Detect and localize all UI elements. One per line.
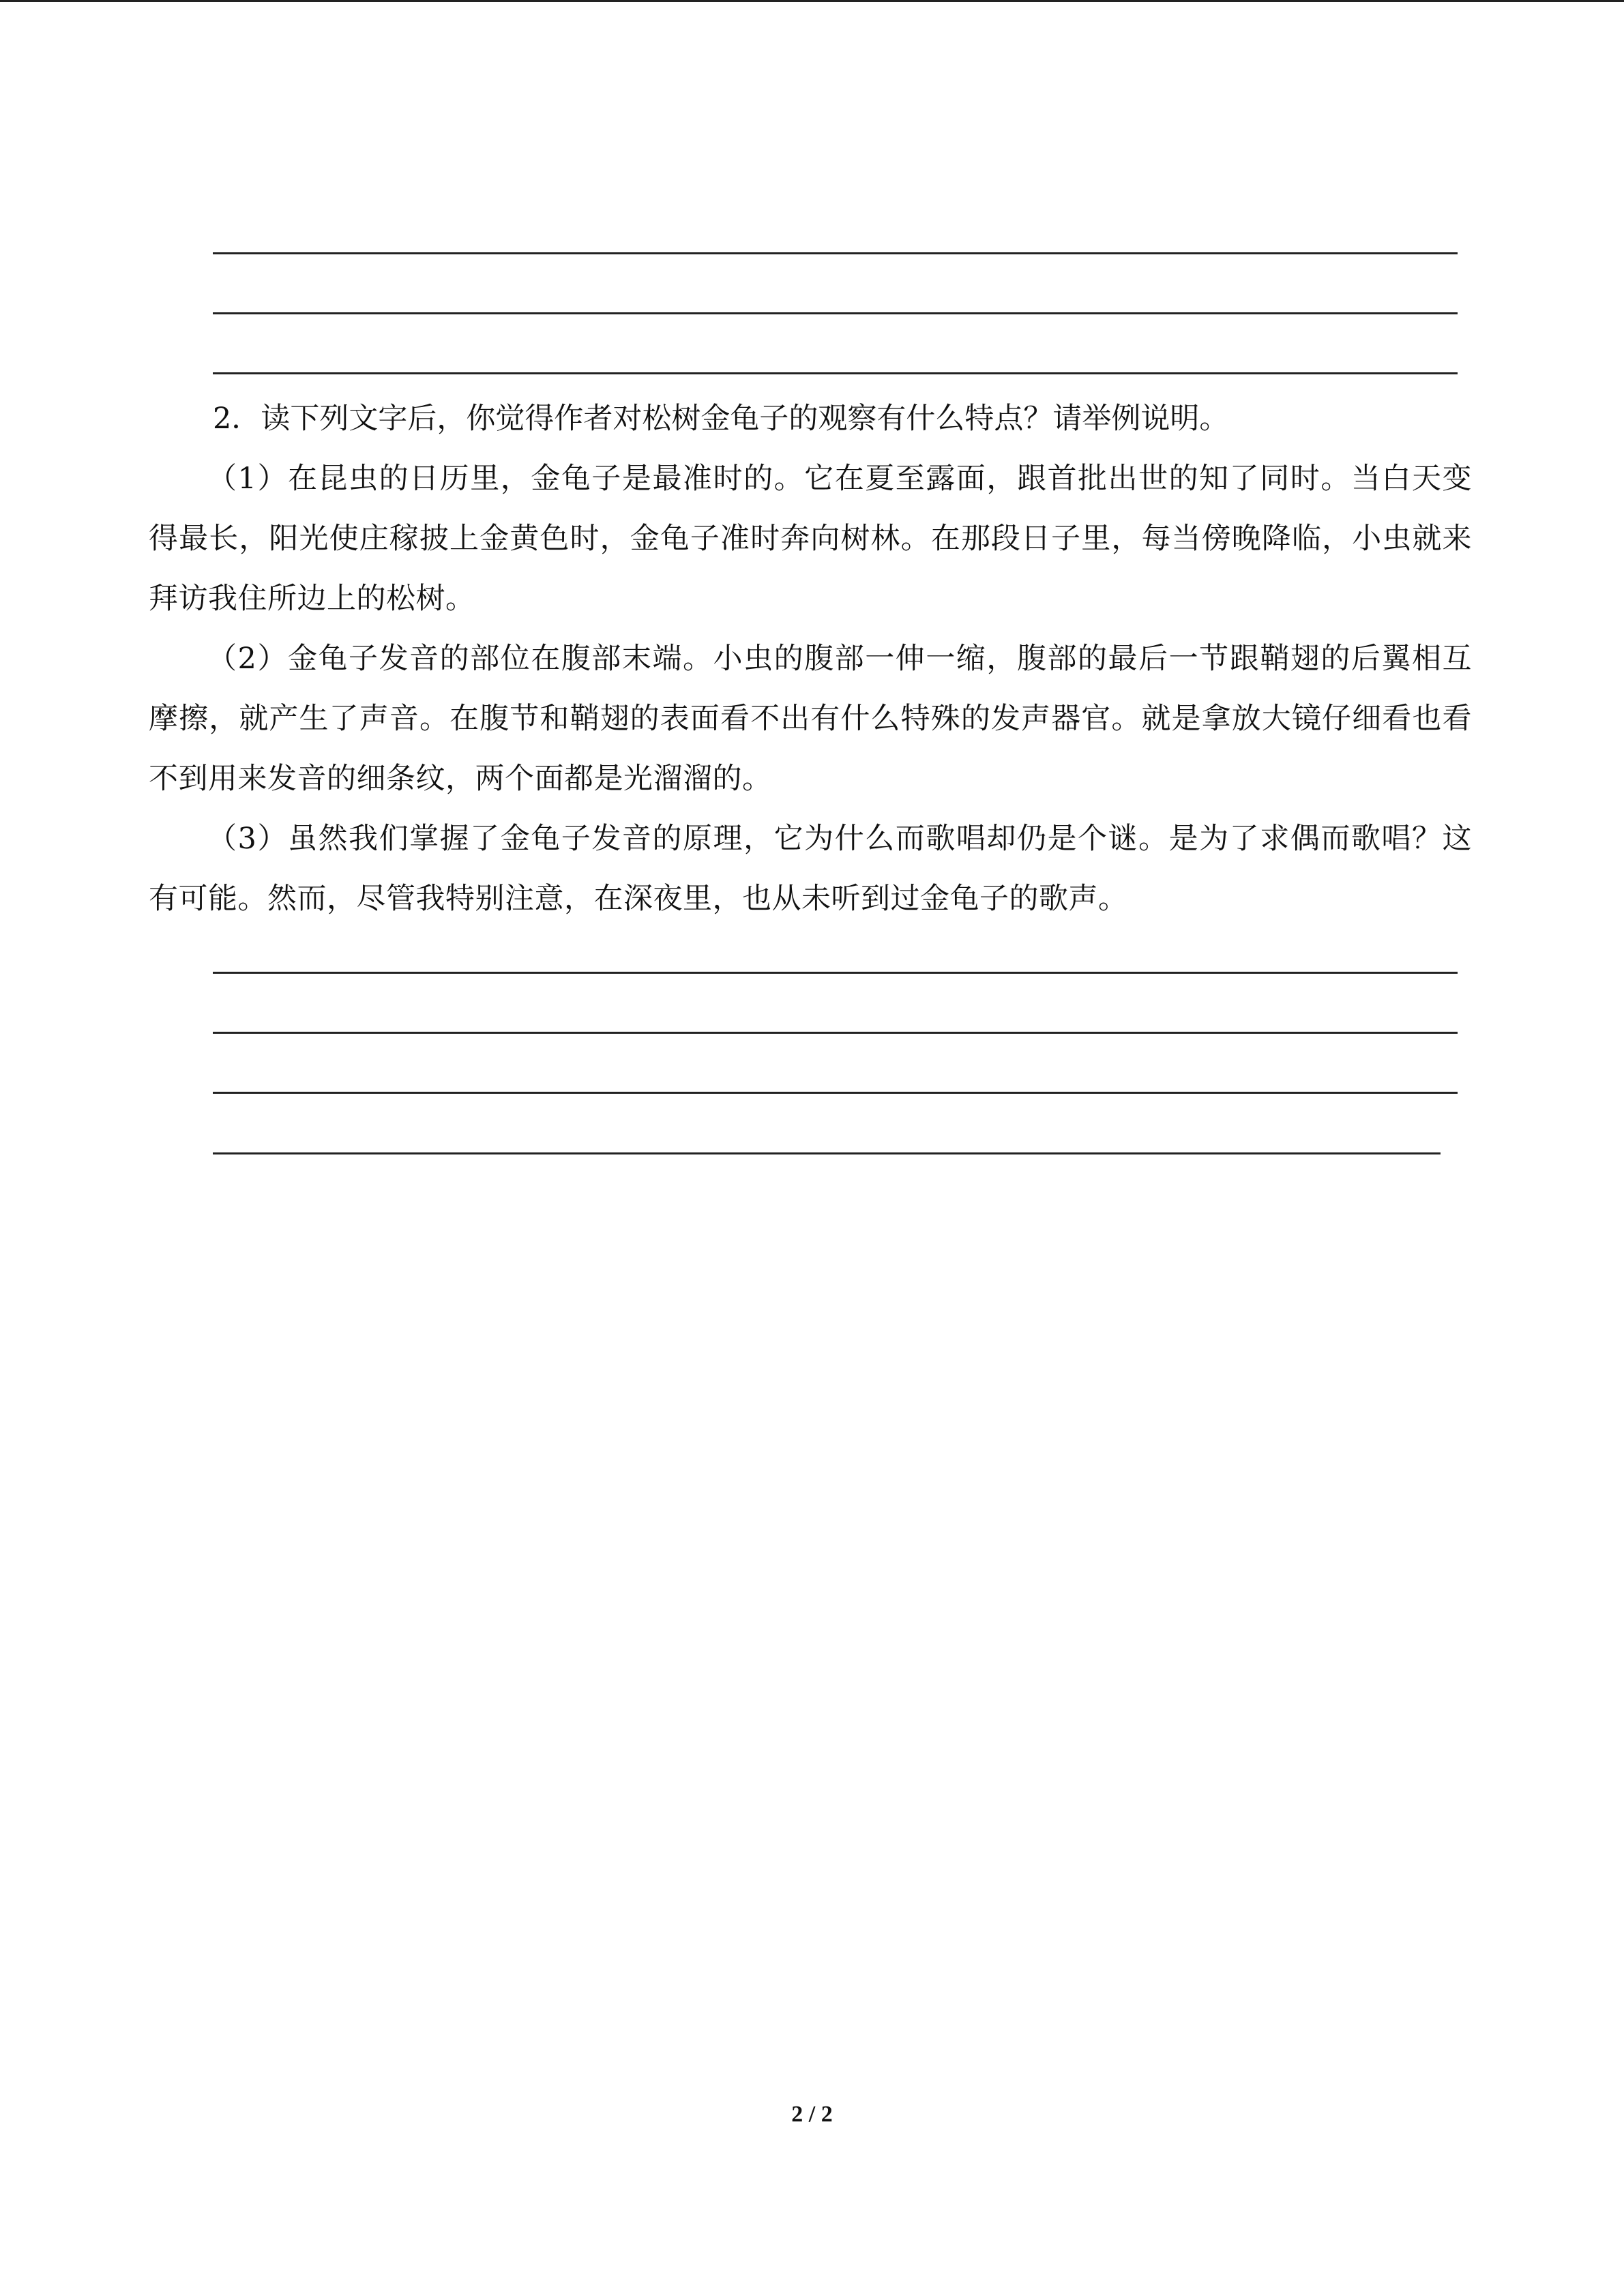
answer-line[interactable] — [213, 312, 1458, 314]
passage-2: （2）金龟子发音的部位在腹部末端。小虫的腹部一伸一缩，腹部的最后一节跟鞘翅的后翼相互摩擦，就产生了声音。在腹节和鞘翅的表面看不出有什么特殊的发声器官。就是拿放大镜仔细看也看不到用来发音的细条纹，两个面都是光溜溜的。 — [149, 642, 1472, 796]
answer-line[interactable] — [213, 1032, 1458, 1034]
answer-line[interactable] — [213, 372, 1458, 374]
answer-line[interactable] — [213, 1092, 1458, 1094]
answer-line[interactable] — [213, 1152, 1441, 1154]
passage-3: （3）虽然我们掌握了金龟子发音的原理，它为什么而歌唱却仍是个谜。是为了求偶而歌唱？这有可能。然而，尽管我特别注意，在深夜里，也从未听到过金龟子的歌声。 — [149, 822, 1472, 916]
question-2-title: 2．读下列文字后，你觉得作者对松树金龟子的观察有什么特点？请举例说明。 — [213, 402, 1229, 436]
page-number: 2 / 2 — [791, 2102, 833, 2127]
answer-line[interactable] — [213, 972, 1458, 974]
answer-line[interactable] — [213, 252, 1458, 254]
passage-1: （1）在昆虫的日历里，金龟子是最准时的。它在夏至露面，跟首批出世的知了同时。当白天变得最长，阳光使庄稼披上金黄色时，金龟子准时奔向树林。在那段日子里，每当傍晚降临，小虫就来拜访我住所边上的松树。 — [149, 462, 1472, 616]
reading-passages — [149, 449, 1472, 929]
page-top-border — [0, 0, 1624, 2]
